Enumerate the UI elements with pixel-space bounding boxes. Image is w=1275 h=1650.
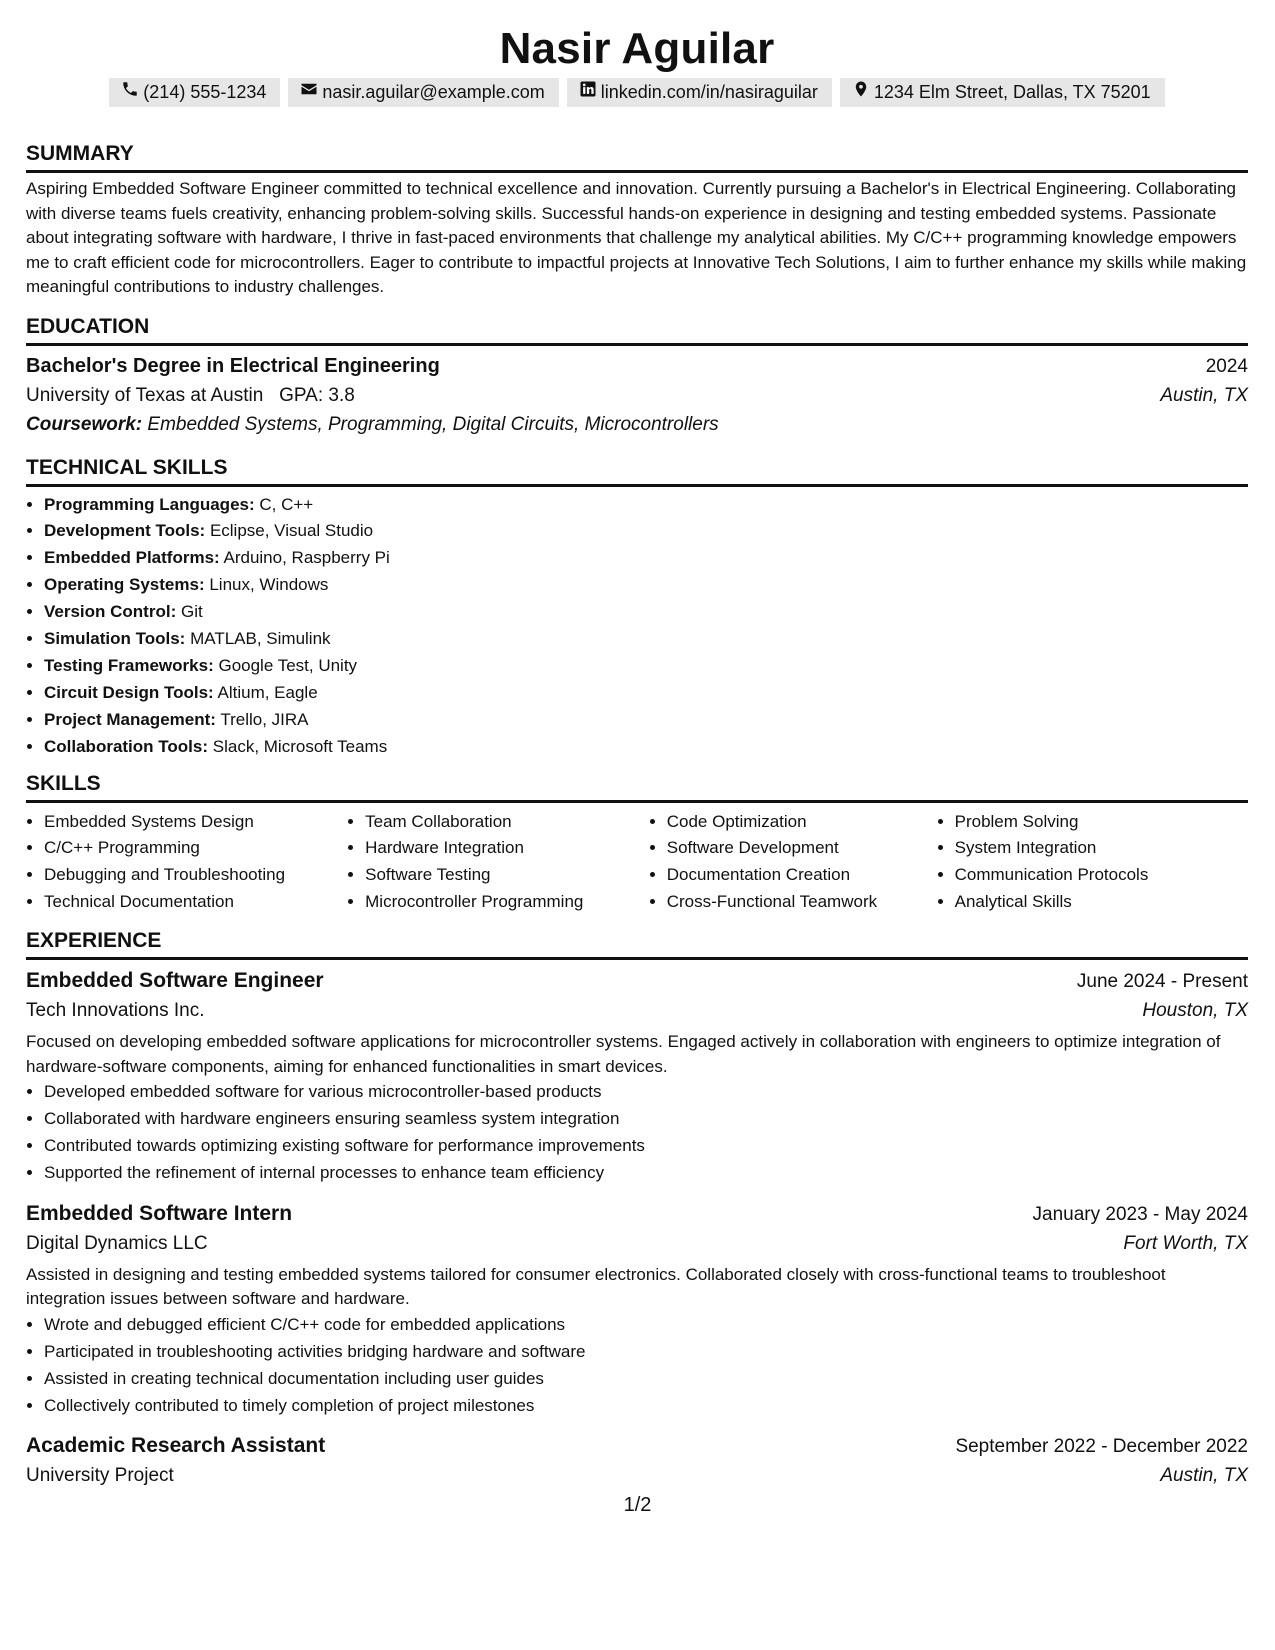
list-item: • Assisted in creating technical documentation including user guides <box>44 1366 1248 1393</box>
technical-skills-heading: TECHNICAL SKILLS <box>26 455 1248 487</box>
job-dates: September 2022 - December 2022 <box>955 1436 1248 1458</box>
job-bullets <box>26 1079 1248 1187</box>
list-item <box>44 599 1248 626</box>
list-item <box>44 518 1248 545</box>
degree-title: Bachelor's Degree in Electrical Engineering <box>26 354 440 377</box>
list-item: • Developed embedded software for various microcontroller-based products <box>44 1079 1248 1106</box>
contact-phone[interactable] <box>109 78 280 107</box>
skills-section <box>26 771 1248 917</box>
skill-label: Simulation Tools: <box>44 629 186 649</box>
job-header <box>26 966 1248 996</box>
skill-label: Version Control: <box>44 602 177 622</box>
skill-value: C, C++ <box>259 494 314 514</box>
summary-text: Aspiring Embedded Software Engineer committed to technical excellence and innovation. Currently pursuing a Bachelor's in Electrical Engineering. Collaborating with diverse teams fuels creativity, enhancing problem-solving skills. Successful hands-on experience in designing and testing embedded systems. Passionate about integrating software with hardware, I thrive in fast-paced environments that challenge my analytical abilities. My C/C++ programming knowledge empowers me to craft efficient code for microcontrollers. Eager to contribute to impactful projects at Innovative Tech Solutions, I aim to further enhance my skills while making meaningful contributions to industry challenges. <box>26 179 1247 296</box>
email-text: nasir.aguilar@example.com <box>322 82 545 102</box>
list-item: • Cross-Functional Teamwork <box>667 889 937 916</box>
job-dates: January 2023 - May 2024 <box>1032 1203 1248 1225</box>
list-item: • Collectively contributed to timely completion of project milestones <box>44 1393 1248 1420</box>
coursework-list: Embedded Systems, Programming, Digital Circuits, Microcontrollers <box>147 413 719 435</box>
list-item: • Team Collaboration <box>365 809 649 836</box>
list-item: • Debugging and Troubleshooting <box>44 862 347 889</box>
list-item: • Communication Protocols <box>955 862 1248 889</box>
list-item: • Contributed towards optimizing existing software for performance improvements <box>44 1133 1248 1160</box>
list-item: • Embedded Systems Design <box>44 809 347 836</box>
skills-heading: SKILLS <box>26 771 1248 803</box>
skill-value: Slack, Microsoft Teams <box>212 736 388 756</box>
list-item: • System Integration <box>955 835 1248 862</box>
contact-email[interactable] <box>288 78 558 107</box>
skill-value: Google Test, Unity <box>218 655 358 675</box>
skill-label: Operating Systems: <box>44 575 205 595</box>
skill-label: Circuit Design Tools: <box>44 682 214 702</box>
coursework-label: Coursework: <box>26 413 143 435</box>
list-item: • Software Testing <box>365 862 649 889</box>
education-section <box>26 314 1248 439</box>
gpa: GPA: 3.8 <box>279 384 355 406</box>
education-heading: EDUCATION <box>26 314 1248 346</box>
job-company: University Project <box>26 1465 174 1487</box>
technical-skills-list <box>26 492 1248 761</box>
list-item <box>44 653 1248 680</box>
list-item: • Supported the refinement of internal processes to enhance team efficiency <box>44 1160 1248 1187</box>
job-description: Focused on developing embedded software applications for microcontroller systems. Engaged actively in collaboration with engineers to optimize integration of hardware-software components, aiming for enhanced functionalities in smart devices. <box>26 1032 1221 1076</box>
address-text: 1234 Elm Street, Dallas, TX 75201 <box>873 82 1151 102</box>
email-icon <box>300 80 318 104</box>
skill-value: Linux, Windows <box>209 575 329 595</box>
summary-section <box>26 141 1248 300</box>
contact-linkedin[interactable] <box>567 78 832 107</box>
skill-value: MATLAB, Simulink <box>190 629 331 649</box>
list-item: • Microcontroller Programming <box>365 889 649 916</box>
technical-skills-section <box>26 455 1248 761</box>
page-number: 1/2 <box>623 1494 652 1516</box>
skills-column-1 <box>26 809 347 917</box>
school-info <box>26 381 355 410</box>
list-item <box>44 680 1248 707</box>
skill-value: Trello, JIRA <box>220 709 309 729</box>
job-title: Academic Research Assistant <box>26 1434 326 1458</box>
job-entry <box>26 1431 1248 1491</box>
linkedin-text: linkedin.com/in/nasiraguilar <box>600 82 818 102</box>
job-entry <box>26 966 1248 1187</box>
skills-column-4 <box>937 809 1248 917</box>
job-entry <box>26 1199 1248 1420</box>
skill-label: Collaboration Tools: <box>44 736 209 756</box>
list-item: • Collaborated with hardware engineers ensuring seamless system integration <box>44 1106 1248 1133</box>
list-item <box>44 545 1248 572</box>
list-item <box>44 707 1248 734</box>
list-item: • C/C++ Programming <box>44 835 347 862</box>
list-item: • Documentation Creation <box>667 862 937 889</box>
list-item: • Code Optimization <box>667 809 937 836</box>
skill-label: Project Management: <box>44 709 216 729</box>
job-company-row <box>26 1461 1248 1491</box>
skill-label: Embedded Platforms: <box>44 548 220 568</box>
job-company: Digital Dynamics LLC <box>26 1232 208 1254</box>
list-item: • Software Development <box>667 835 937 862</box>
skills-column-3 <box>649 809 937 917</box>
skill-label: Testing Frameworks: <box>44 655 214 675</box>
phone-text: (214) 555-1234 <box>143 82 267 102</box>
degree-year: 2024 <box>1205 355 1248 377</box>
list-item: • Technical Documentation <box>44 889 347 916</box>
job-title: Embedded Software Intern <box>26 1201 293 1225</box>
skill-label: Development Tools: <box>44 521 206 541</box>
linkedin-icon <box>579 80 597 104</box>
education-degree-row <box>26 352 1248 381</box>
job-title: Embedded Software Engineer <box>26 969 324 993</box>
list-item: • Wrote and debugged efficient C/C++ code for embedded applications <box>44 1312 1248 1339</box>
location-pin-icon <box>852 80 870 104</box>
resume-page <box>26 0 1248 1491</box>
list-item: • Participated in troubleshooting activities bridging hardware and software <box>44 1339 1248 1366</box>
skill-value: Eclipse, Visual Studio <box>209 521 374 541</box>
list-item: • Hardware Integration <box>365 835 649 862</box>
job-company-row <box>26 996 1248 1026</box>
experience-heading: EXPERIENCE <box>26 928 1248 960</box>
list-item: • Analytical Skills <box>955 889 1248 916</box>
skill-value: Git <box>180 602 203 622</box>
phone-icon <box>121 80 139 104</box>
coursework-line <box>26 410 1248 439</box>
job-header <box>26 1199 1248 1229</box>
skill-value: Altium, Eagle <box>217 682 318 702</box>
education-school-row <box>26 381 1248 410</box>
candidate-name: Nasir Aguilar <box>499 24 775 73</box>
list-item: • Problem Solving <box>955 809 1248 836</box>
job-company: Tech Innovations Inc. <box>26 1000 205 1022</box>
contact-address[interactable] <box>840 78 1165 107</box>
contact-bar <box>26 78 1248 107</box>
list-item <box>44 626 1248 653</box>
school-location: Austin, TX <box>1160 384 1248 406</box>
job-location: Houston, TX <box>1142 1000 1248 1022</box>
list-item <box>44 572 1248 599</box>
job-header <box>26 1431 1248 1461</box>
job-location: Austin, TX <box>1160 1465 1248 1487</box>
job-dates: June 2024 - Present <box>1076 971 1248 993</box>
skills-columns <box>26 809 1248 917</box>
job-company-row <box>26 1229 1248 1259</box>
skill-label: Programming Languages: <box>44 494 255 514</box>
skills-column-2 <box>347 809 649 917</box>
summary-heading: SUMMARY <box>26 141 1248 173</box>
skill-value: Arduino, Raspberry Pi <box>223 548 390 568</box>
school-name: University of Texas at Austin <box>26 384 264 406</box>
job-location: Fort Worth, TX <box>1123 1232 1248 1254</box>
list-item <box>44 492 1248 519</box>
list-item <box>44 734 1248 761</box>
experience-section <box>26 928 1248 1491</box>
job-bullets <box>26 1312 1248 1420</box>
job-description: Assisted in designing and testing embedded systems tailored for consumer electronics. Collaborated closely with cross-functional teams to troubleshoot integration issues between software and hardware. <box>26 1264 1166 1309</box>
